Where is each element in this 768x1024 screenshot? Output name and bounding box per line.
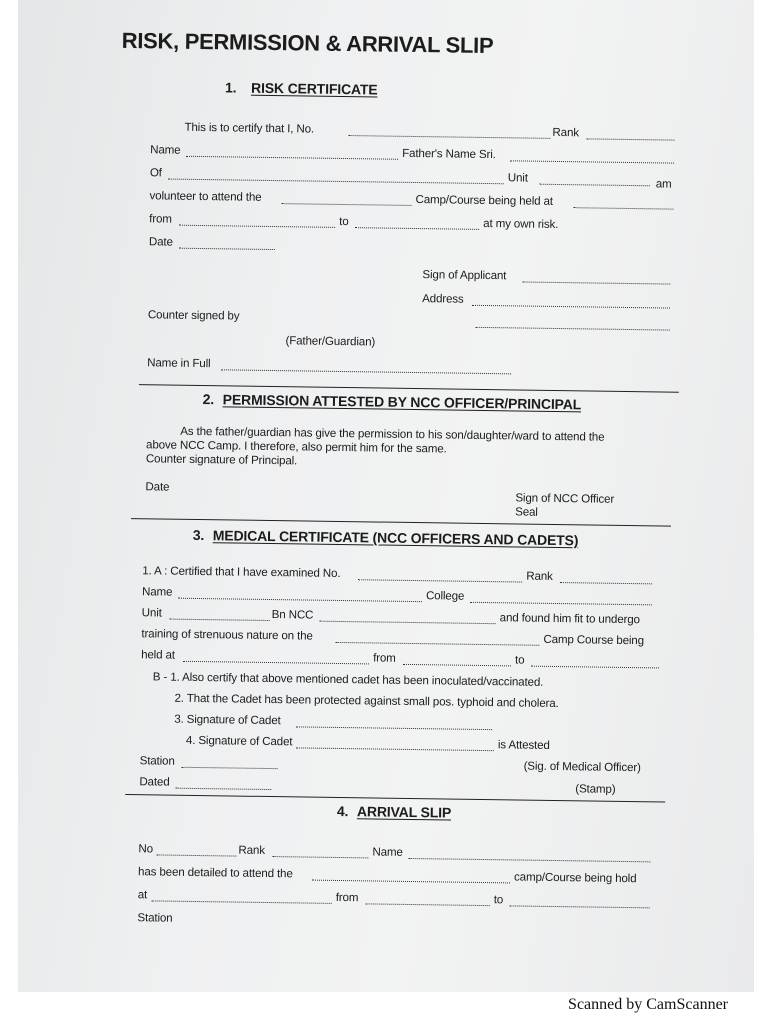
arrival-rank-label: Rank [238, 843, 265, 857]
of-label: Of [149, 166, 162, 180]
med-unit-label: Unit [141, 606, 162, 620]
counter-signed-label: Counter signed by [147, 308, 240, 323]
med-station-label: Station [139, 754, 175, 768]
address-label: Address [422, 292, 464, 306]
section-1-heading: RISK CERTIFICATE [250, 79, 378, 98]
arrival-no-label: No [138, 842, 154, 856]
arrival-no-blank [156, 854, 236, 856]
dated-blank [175, 788, 271, 790]
name-in-full-label: Name in Full [147, 356, 211, 371]
section-1-number: 1. [224, 79, 237, 96]
fit-to-undergo-text: and found him fit to undergo [499, 611, 640, 627]
scanned-page [18, 0, 754, 992]
arrival-at-label: at [137, 888, 148, 902]
permission-date-label: Date [145, 480, 170, 494]
college-blank [470, 602, 652, 606]
section-2-number: 2. [202, 391, 215, 408]
med-no-blank [358, 579, 522, 582]
rank-blank [586, 138, 674, 140]
section-2-heading: PERMISSION ATTESTED BY NCC OFFICER/PRINCIPAL [222, 391, 582, 413]
camscanner-watermark: Scanned by CamScanner [568, 996, 728, 1013]
stamp-label: (Stamp) [575, 782, 616, 796]
name-in-full-blank [221, 369, 511, 374]
camp-blank [281, 203, 411, 206]
signature-cadet-2: 4. Signature of Cadet [185, 733, 293, 749]
sig-medical-officer-label: (Sig. of Medical Officer) [523, 759, 641, 775]
arrival-to-blank [510, 905, 650, 908]
arrival-to-label: to [493, 893, 504, 907]
address-blank [472, 305, 670, 309]
section-3-number: 3. [192, 526, 205, 544]
form-sheet [117, 20, 690, 988]
from-blank [179, 225, 335, 228]
principal-signature-label: Counter signature of Principal. [145, 452, 298, 468]
name-blank [186, 156, 398, 160]
bn-ncc-label: Bn NCC [271, 608, 314, 622]
certified-text: 1. A : Certified that I have examined No. [142, 564, 341, 580]
am-text: am [655, 177, 672, 191]
rank-label: Rank [552, 125, 580, 140]
of-blank [168, 179, 504, 185]
bn-ncc-blank [320, 621, 496, 624]
section-4-number: 4. [336, 802, 349, 820]
ncc-officer-sign-label: Sign of NCC Officer [515, 491, 615, 506]
protected-text: 2. That the Cadet has been protected against small pos. typhoid and cholera. [174, 691, 559, 711]
form-title: RISK, PERMISSION & ARRIVAL SLIP [121, 27, 494, 59]
training-text: training of strenuous nature on the [141, 627, 313, 643]
med-name-blank [178, 598, 422, 602]
volunteer-text: volunteer to attend the [149, 189, 262, 204]
med-from-label: from [373, 651, 396, 665]
med-rank-blank [560, 582, 652, 584]
no-blank [348, 135, 550, 139]
camp-course-being-text: Camp Course being [543, 632, 645, 648]
med-station-blank [182, 767, 278, 769]
section-3-heading: MEDICAL CERTIFICATE (NCC OFFICERS AND CADETS) [212, 527, 579, 549]
med-from-blank [403, 664, 511, 667]
address-blank-2 [476, 327, 670, 331]
med-to-label: to [515, 653, 525, 667]
unit-label: Unit [507, 171, 528, 185]
is-attested-text: is Attested [497, 738, 550, 752]
name-label: Name [150, 143, 181, 157]
arrival-from-label: from [335, 890, 359, 905]
med-name-label: Name [141, 585, 173, 599]
from-label: from [149, 212, 172, 226]
held-at-blank [573, 207, 673, 209]
camp-course-hold-text: camp/Course being hold [513, 870, 637, 886]
own-risk-text: at my own risk. [483, 216, 559, 231]
college-label: College [425, 589, 465, 603]
father-guardian-label: (Father/Guardian) [285, 334, 376, 349]
dated-label: Dated [139, 775, 170, 789]
arrival-rank-blank [272, 856, 368, 858]
to-blank [355, 227, 479, 230]
sign-applicant-label: Sign of Applicant [422, 268, 507, 283]
arrival-at-blank [152, 900, 332, 904]
signature-cadet-1-blank [296, 726, 492, 730]
permission-text-1: As the father/guardian has give the permission to his son/daughter/ward to attend the [180, 424, 605, 444]
arrival-station-label: Station [137, 911, 173, 925]
signature-cadet-2-blank [296, 747, 494, 751]
seal-label: Seal [515, 505, 538, 519]
held-at-label: held at [141, 648, 175, 662]
fathers-name-label: Father's Name Sri. [402, 146, 496, 162]
risk-certify-text: This is to certify that I, No. [184, 120, 315, 136]
arrival-from-blank [366, 903, 490, 906]
section-4-heading: ARRIVAL SLIP [356, 803, 452, 821]
med-to-blank [531, 666, 659, 669]
med-held-at-blank [183, 661, 369, 665]
unit-blank [540, 184, 650, 187]
date-label: Date [148, 235, 173, 249]
med-unit-blank [170, 619, 270, 621]
to-label: to [339, 214, 349, 229]
detailed-blank [312, 880, 510, 884]
signature-cadet-1: 3. Signature of Cadet [174, 712, 281, 728]
arrival-name-blank [408, 858, 650, 862]
section-divider-1 [139, 384, 679, 393]
camp-course-text: Camp/Course being held at [415, 193, 553, 208]
training-blank [335, 642, 539, 646]
section-divider-2 [131, 518, 671, 527]
detailed-text: has been detailed to attend the [138, 865, 293, 881]
sign-applicant-blank [522, 282, 670, 285]
date-blank [179, 248, 275, 250]
fathers-name-blank [510, 160, 674, 163]
inoculated-text: B - 1. Also certify that above mentioned cadet has been inoculated/vaccinated. [152, 670, 544, 689]
permission-text-2: above NCC Camp. I therefore, also permit him for the same. [145, 438, 447, 456]
arrival-name-label: Name [372, 845, 403, 859]
med-rank-label: Rank [526, 569, 553, 583]
